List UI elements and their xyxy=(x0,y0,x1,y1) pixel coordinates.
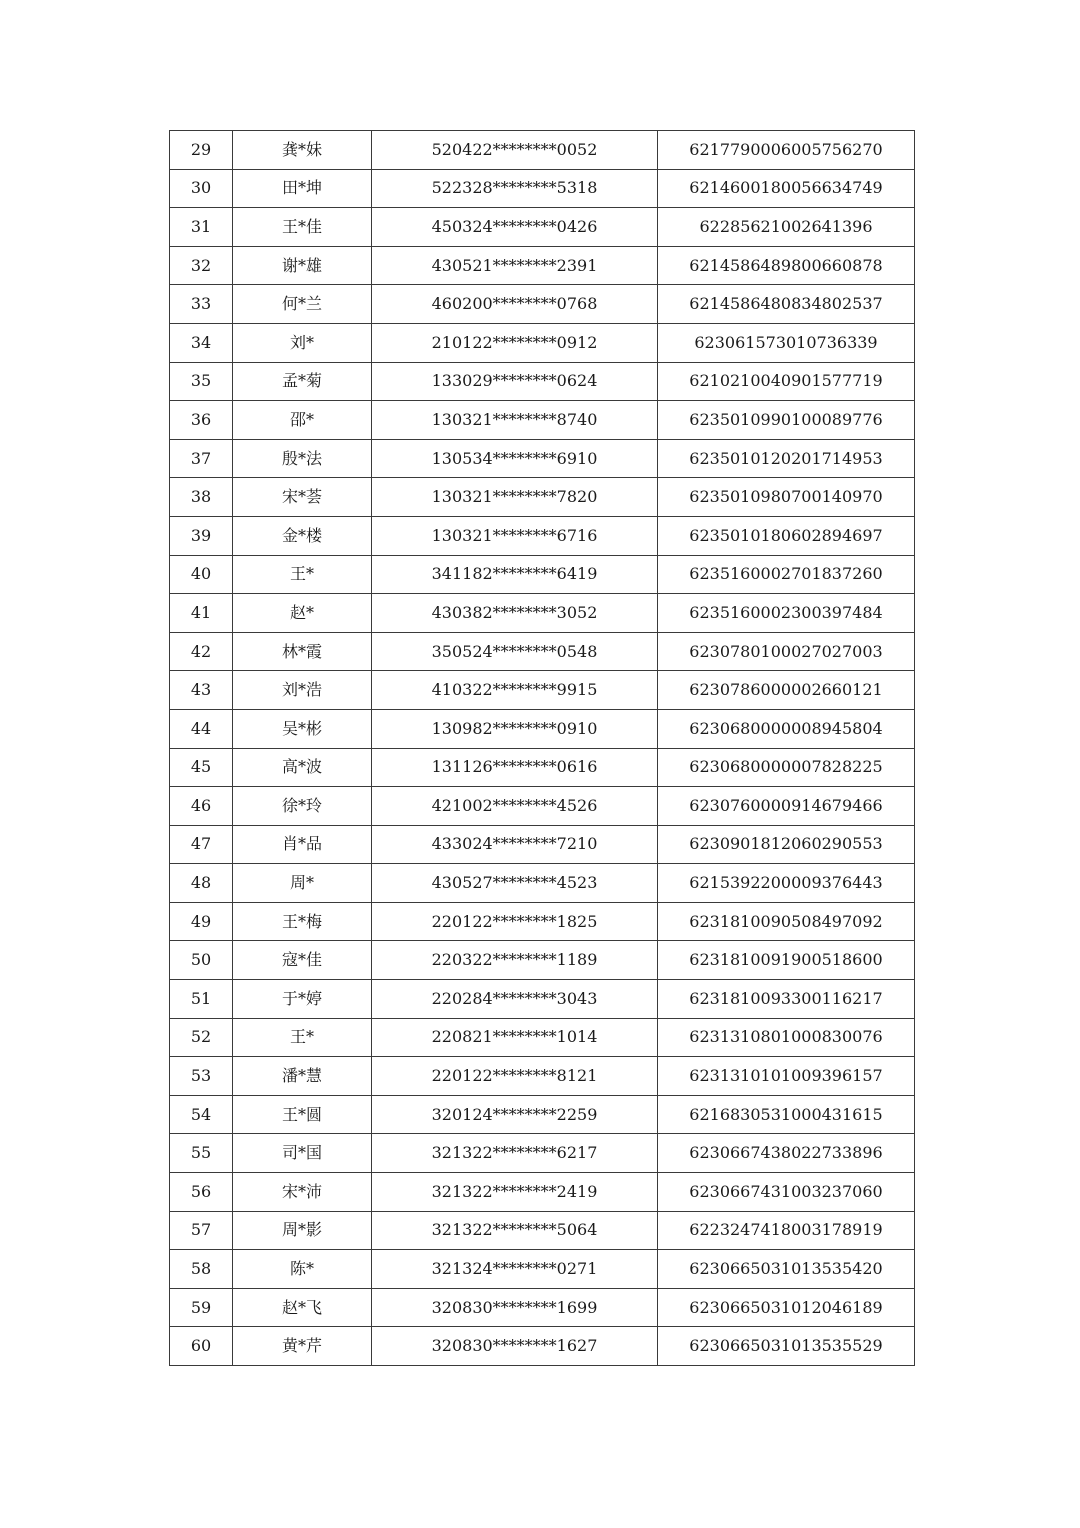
name-cell: 王* xyxy=(233,1018,372,1057)
id-number-cell: 450324********0426 xyxy=(372,208,658,247)
row-number-cell: 29 xyxy=(170,131,233,170)
table-row xyxy=(170,1018,915,1057)
name-cell: 寇*佳 xyxy=(233,941,372,980)
row-number-cell: 31 xyxy=(170,208,233,247)
name-cell: 吴*彬 xyxy=(233,709,372,748)
account-number-cell: 6230667431003237060 xyxy=(658,1173,915,1212)
account-number-cell: 623061573010736339 xyxy=(658,323,915,362)
id-number-cell: 321322********5064 xyxy=(372,1211,658,1250)
table-row xyxy=(170,941,915,980)
table-row xyxy=(170,671,915,710)
name-cell: 宋*沛 xyxy=(233,1173,372,1212)
id-number-cell: 133029********0624 xyxy=(372,362,658,401)
account-number-cell: 6231310101009396157 xyxy=(658,1057,915,1096)
name-cell: 王*佳 xyxy=(233,208,372,247)
table-row xyxy=(170,208,915,247)
row-number-cell: 51 xyxy=(170,980,233,1019)
table-row xyxy=(170,748,915,787)
id-number-cell: 410322********9915 xyxy=(372,671,658,710)
row-number-cell: 36 xyxy=(170,401,233,440)
id-number-cell: 130321********7820 xyxy=(372,478,658,517)
row-number-cell: 49 xyxy=(170,902,233,941)
account-number-cell: 6216830531000431615 xyxy=(658,1095,915,1134)
name-cell: 司*国 xyxy=(233,1134,372,1173)
id-number-cell: 341182********6419 xyxy=(372,555,658,594)
id-number-cell: 430382********3052 xyxy=(372,594,658,633)
id-number-cell: 220821********1014 xyxy=(372,1018,658,1057)
row-number-cell: 42 xyxy=(170,632,233,671)
table-row xyxy=(170,323,915,362)
name-cell: 龚*妹 xyxy=(233,131,372,170)
name-cell: 赵* xyxy=(233,594,372,633)
name-cell: 金*楼 xyxy=(233,516,372,555)
row-number-cell: 60 xyxy=(170,1327,233,1366)
table-row xyxy=(170,1288,915,1327)
row-number-cell: 56 xyxy=(170,1173,233,1212)
name-cell: 刘* xyxy=(233,323,372,362)
id-number-cell: 320830********1699 xyxy=(372,1288,658,1327)
account-number-cell: 6230786000002660121 xyxy=(658,671,915,710)
account-number-cell: 6235160002701837260 xyxy=(658,555,915,594)
row-number-cell: 53 xyxy=(170,1057,233,1096)
table-row xyxy=(170,1095,915,1134)
table-row xyxy=(170,1250,915,1289)
name-cell: 徐*玲 xyxy=(233,787,372,826)
name-cell: 王* xyxy=(233,555,372,594)
table-row xyxy=(170,478,915,517)
id-number-cell: 421002********4526 xyxy=(372,787,658,826)
table-row xyxy=(170,825,915,864)
account-number-cell: 6235010120201714953 xyxy=(658,439,915,478)
name-cell: 刘*浩 xyxy=(233,671,372,710)
id-number-cell: 130321********8740 xyxy=(372,401,658,440)
id-number-cell: 433024********7210 xyxy=(372,825,658,864)
table-row xyxy=(170,902,915,941)
id-number-cell: 430521********2391 xyxy=(372,246,658,285)
row-number-cell: 37 xyxy=(170,439,233,478)
table-row xyxy=(170,632,915,671)
row-number-cell: 32 xyxy=(170,246,233,285)
name-cell: 黄*芹 xyxy=(233,1327,372,1366)
row-number-cell: 30 xyxy=(170,169,233,208)
table-row xyxy=(170,1173,915,1212)
account-number-cell: 6230780100027027003 xyxy=(658,632,915,671)
account-number-cell: 6230665031012046189 xyxy=(658,1288,915,1327)
account-number-cell: 6215392200009376443 xyxy=(658,864,915,903)
account-number-cell: 6223247418003178919 xyxy=(658,1211,915,1250)
row-number-cell: 48 xyxy=(170,864,233,903)
id-number-cell: 320124********2259 xyxy=(372,1095,658,1134)
account-number-cell: 62285621002641396 xyxy=(658,208,915,247)
row-number-cell: 38 xyxy=(170,478,233,517)
id-number-cell: 220122********8121 xyxy=(372,1057,658,1096)
id-number-cell: 210122********0912 xyxy=(372,323,658,362)
account-number-cell: 6230665031013535420 xyxy=(658,1250,915,1289)
id-number-cell: 320830********1627 xyxy=(372,1327,658,1366)
name-cell: 田*坤 xyxy=(233,169,372,208)
row-number-cell: 54 xyxy=(170,1095,233,1134)
id-number-cell: 130982********0910 xyxy=(372,709,658,748)
account-number-cell: 6230901812060290553 xyxy=(658,825,915,864)
account-number-cell: 6231810090508497092 xyxy=(658,902,915,941)
row-number-cell: 46 xyxy=(170,787,233,826)
account-number-cell: 6231810093300116217 xyxy=(658,980,915,1019)
row-number-cell: 40 xyxy=(170,555,233,594)
account-number-cell: 6214586480834802537 xyxy=(658,285,915,324)
name-cell: 周* xyxy=(233,864,372,903)
table-row xyxy=(170,516,915,555)
id-number-cell: 130321********6716 xyxy=(372,516,658,555)
name-cell: 宋*荟 xyxy=(233,478,372,517)
id-number-cell: 321322********2419 xyxy=(372,1173,658,1212)
row-number-cell: 52 xyxy=(170,1018,233,1057)
table-row xyxy=(170,131,915,170)
row-number-cell: 43 xyxy=(170,671,233,710)
row-number-cell: 34 xyxy=(170,323,233,362)
name-cell: 赵*飞 xyxy=(233,1288,372,1327)
account-number-cell: 6230665031013535529 xyxy=(658,1327,915,1366)
account-number-cell: 6230760000914679466 xyxy=(658,787,915,826)
id-number-cell: 522328********5318 xyxy=(372,169,658,208)
table-row xyxy=(170,1057,915,1096)
account-number-cell: 6230680000008945804 xyxy=(658,709,915,748)
account-number-cell: 6230667438022733896 xyxy=(658,1134,915,1173)
name-cell: 王*圆 xyxy=(233,1095,372,1134)
name-cell: 殷*法 xyxy=(233,439,372,478)
account-number-cell: 6235010980700140970 xyxy=(658,478,915,517)
table-row xyxy=(170,169,915,208)
id-number-cell: 220322********1189 xyxy=(372,941,658,980)
id-number-cell: 220284********3043 xyxy=(372,980,658,1019)
account-number-cell: 6214600180056634749 xyxy=(658,169,915,208)
name-cell: 潘*慧 xyxy=(233,1057,372,1096)
name-cell: 周*影 xyxy=(233,1211,372,1250)
row-number-cell: 57 xyxy=(170,1211,233,1250)
account-number-cell: 6235160002300397484 xyxy=(658,594,915,633)
name-cell: 孟*菊 xyxy=(233,362,372,401)
table-row xyxy=(170,1327,915,1366)
id-number-cell: 220122********1825 xyxy=(372,902,658,941)
row-number-cell: 47 xyxy=(170,825,233,864)
name-cell: 谢*雄 xyxy=(233,246,372,285)
account-number-cell: 6235010180602894697 xyxy=(658,516,915,555)
row-number-cell: 41 xyxy=(170,594,233,633)
row-number-cell: 45 xyxy=(170,748,233,787)
id-number-cell: 321324********0271 xyxy=(372,1250,658,1289)
account-number-cell: 6231810091900518600 xyxy=(658,941,915,980)
account-number-cell: 6210210040901577719 xyxy=(658,362,915,401)
table-row xyxy=(170,594,915,633)
table-row xyxy=(170,362,915,401)
roster-table-body xyxy=(170,131,915,1366)
table-row xyxy=(170,1211,915,1250)
id-number-cell: 131126********0616 xyxy=(372,748,658,787)
id-number-cell: 350524********0548 xyxy=(372,632,658,671)
table-row xyxy=(170,864,915,903)
table-row xyxy=(170,787,915,826)
row-number-cell: 44 xyxy=(170,709,233,748)
roster-table xyxy=(169,130,915,1366)
row-number-cell: 59 xyxy=(170,1288,233,1327)
name-cell: 陈* xyxy=(233,1250,372,1289)
id-number-cell: 321322********6217 xyxy=(372,1134,658,1173)
row-number-cell: 33 xyxy=(170,285,233,324)
table-row xyxy=(170,246,915,285)
id-number-cell: 460200********0768 xyxy=(372,285,658,324)
table-row xyxy=(170,439,915,478)
row-number-cell: 50 xyxy=(170,941,233,980)
account-number-cell: 6230680000007828225 xyxy=(658,748,915,787)
row-number-cell: 58 xyxy=(170,1250,233,1289)
name-cell: 于*婷 xyxy=(233,980,372,1019)
table-row xyxy=(170,285,915,324)
row-number-cell: 55 xyxy=(170,1134,233,1173)
name-cell: 林*霞 xyxy=(233,632,372,671)
id-number-cell: 430527********4523 xyxy=(372,864,658,903)
row-number-cell: 35 xyxy=(170,362,233,401)
name-cell: 邵* xyxy=(233,401,372,440)
account-number-cell: 6231310801000830076 xyxy=(658,1018,915,1057)
id-number-cell: 520422********0052 xyxy=(372,131,658,170)
table-row xyxy=(170,709,915,748)
account-number-cell: 6235010990100089776 xyxy=(658,401,915,440)
table-row xyxy=(170,1134,915,1173)
name-cell: 王*梅 xyxy=(233,902,372,941)
name-cell: 肖*品 xyxy=(233,825,372,864)
account-number-cell: 6214586489800660878 xyxy=(658,246,915,285)
row-number-cell: 39 xyxy=(170,516,233,555)
table-row xyxy=(170,401,915,440)
id-number-cell: 130534********6910 xyxy=(372,439,658,478)
table-row xyxy=(170,980,915,1019)
account-number-cell: 6217790006005756270 xyxy=(658,131,915,170)
name-cell: 高*波 xyxy=(233,748,372,787)
name-cell: 何*兰 xyxy=(233,285,372,324)
table-row xyxy=(170,555,915,594)
